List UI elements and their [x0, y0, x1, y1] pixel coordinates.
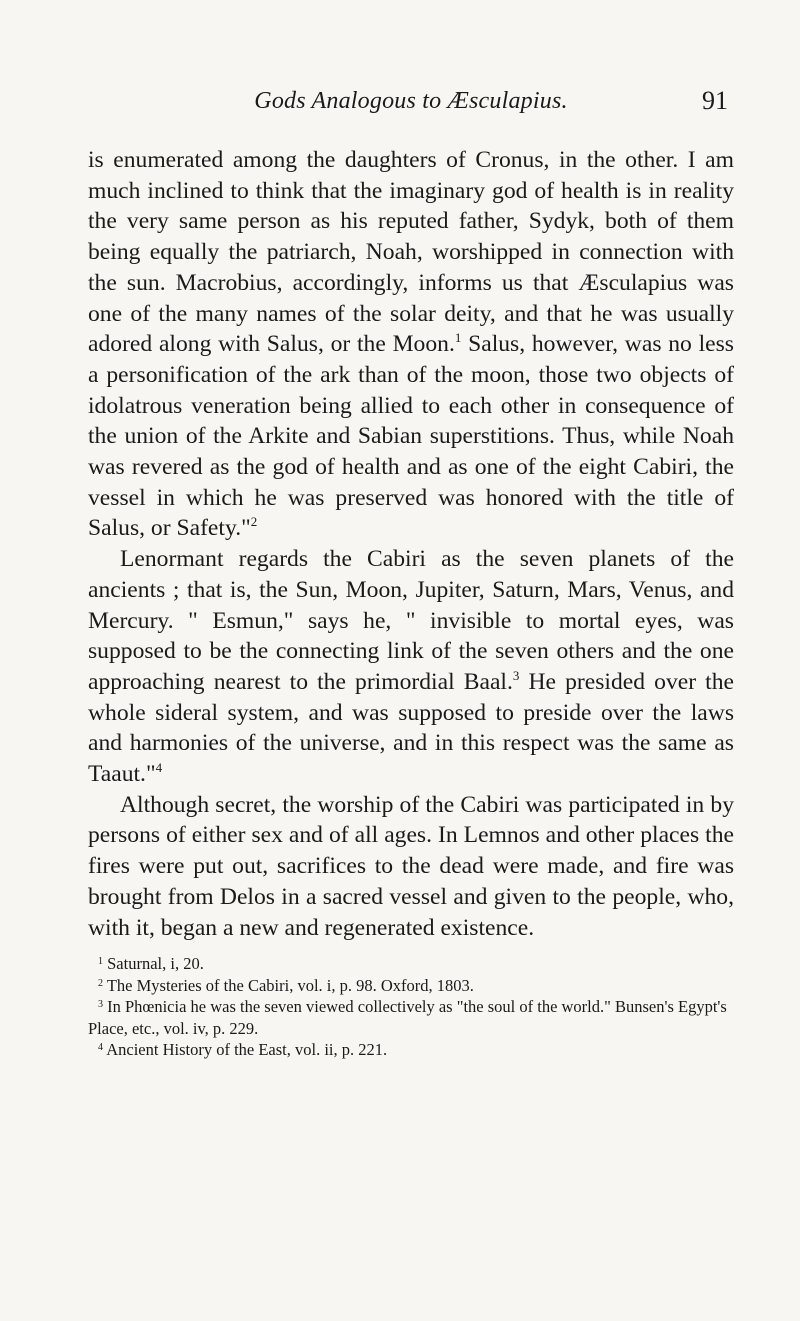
footnote — [88, 953, 734, 975]
running-head — [88, 78, 734, 118]
paragraph-2-text-a: Lenormant regards the Cabiri as the seven planets of the ancients ; that is, the Sun, Moon, Jupiter, Saturn, Mars, Venus, and Mercury. " Esmun," says he, " invisible to mortal eyes, was supposed to be the connecting link of the seven others and the one approaching nearest to the primordial Baal. — [88, 546, 734, 695]
footnote-text: The Mysteries of the Cabiri, vol. i, p. 98. Oxford, 1803. — [106, 975, 474, 995]
footnote-ref-3: 3 — [512, 667, 520, 683]
paragraph-1-text-a: is enumerated among the daughters of Cronus, in the other. I am much inclined to think that the imaginary god of health is in reality the very same person as his reputed father, Sydyk, both of them being equally the patriarch, Noah, worshipped in connection with the sun. Macrobius, accordingly, informs us that Æsculapius was one of the many names of the solar deity, and that he was usually adored along with Salus, or the Moon. — [88, 147, 734, 358]
book-page — [88, 78, 734, 1061]
footnote-mark: 2 — [98, 977, 103, 989]
paragraph-1 — [88, 145, 734, 544]
paragraph-2 — [88, 544, 734, 790]
footnote-ref-1: 1 — [454, 330, 462, 346]
footnotes — [88, 953, 734, 1061]
footnote — [88, 996, 734, 1039]
footnote — [88, 1039, 734, 1061]
footnote — [88, 975, 734, 997]
running-title: Gods Analogous to Æsculapius. — [254, 88, 568, 114]
paragraph-1-text-b: Salus, however, was no less a personification of the ark than of the moon, those two objects of idolatrous veneration being allied to each other in consequence of the union of the Arkite and Sabian superstitions. Thus, while Noah was revered as the god of health and as one of the eight Cabiri, the vessel in which he was preserved was honored with the title of Salus, or Safety." — [88, 331, 734, 542]
footnote-text: Ancient History of the East, vol. ii, p. 221. — [106, 1040, 388, 1060]
footnote-mark: 1 — [98, 956, 103, 968]
footnote-text: Saturnal, i, 20. — [107, 954, 204, 974]
footnote-ref-4: 4 — [155, 760, 163, 776]
footnote-ref-2: 2 — [250, 514, 258, 530]
footnote-mark: 3 — [98, 999, 103, 1011]
paragraph-2-text-b: He presided over the whole sideral system, and was supposed to preside over the laws and harmonies of the universe, and in this respect was the same as Taaut." — [88, 668, 735, 788]
paragraph-3: Although secret, the worship of the Cabiri was participated in by persons of either sex and of all ages. In Lemnos and other places the fires were put out, sacrifices to the dead were made, and fire was brought from Delos in a sacred vessel and given to the people, who, with it, began a new and regenerated existence. — [88, 791, 734, 941]
page-number: 91 — [702, 86, 728, 115]
body-text — [88, 145, 734, 943]
footnote-mark: 4 — [98, 1042, 103, 1054]
footnote-text: In Phœnicia he was the seven viewed collectively as "the soul of the world." Bunsen's Egypt's Place, etc., vol. iv, p. 229. — [88, 997, 727, 1038]
